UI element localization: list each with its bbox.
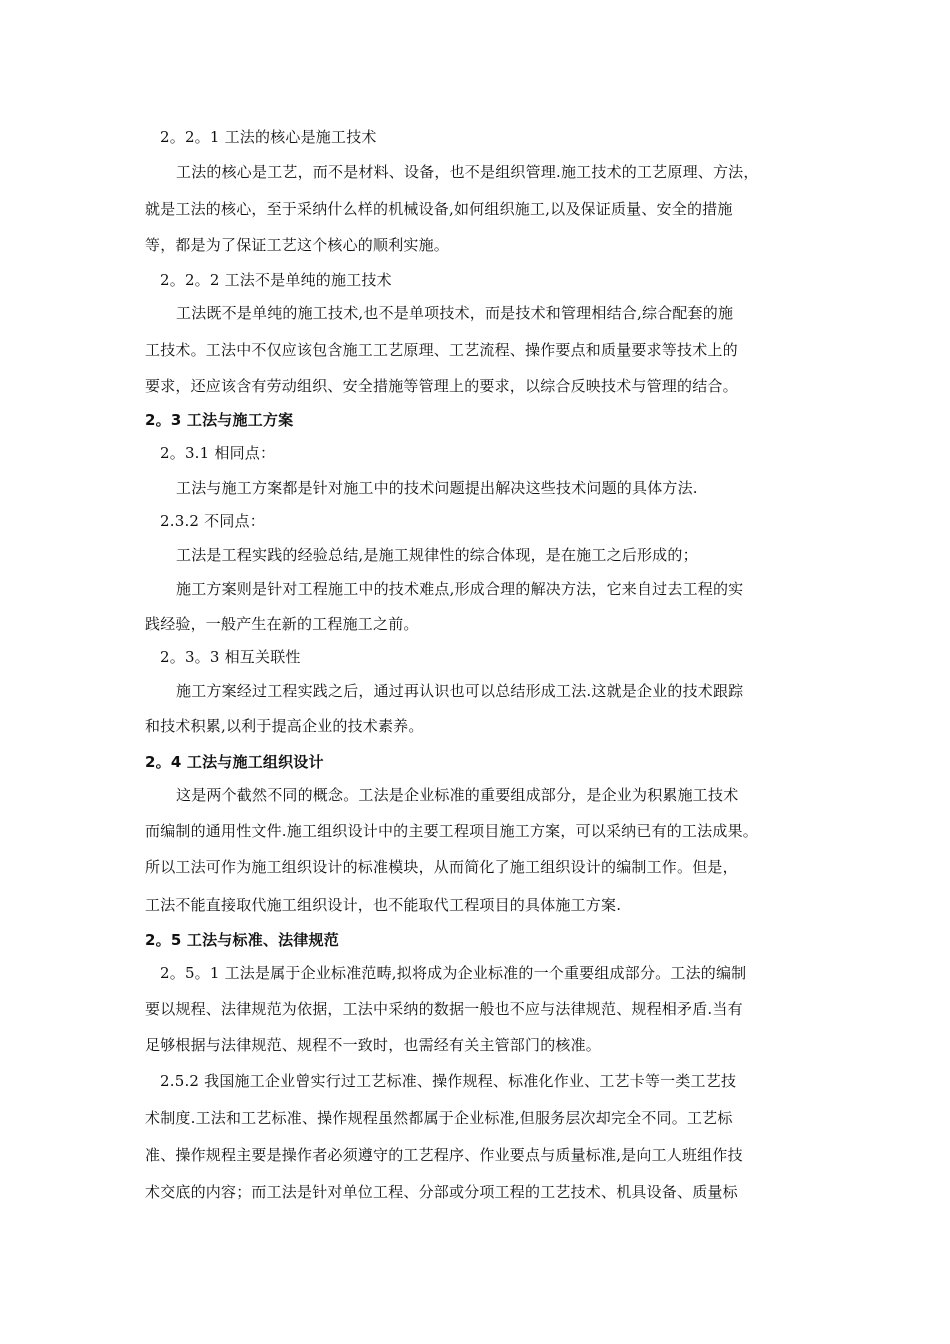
paragraph-line: 术交底的内容；而工法是针对单位工程、分部或分项工程的工艺技术、机具设备、质量标 (145, 1183, 738, 1201)
section-heading-2-4: 2。4 工法与施工组织设计 (145, 753, 324, 771)
paragraph-line: 要以规程、法律规范为依据，工法中采纳的数据一般也不应与法律规范、规程相矛盾.当有 (145, 1000, 743, 1018)
paragraph-line: 工法的核心是工艺，而不是材料、设备，也不是组织管理.施工技术的工艺原理、方法， (176, 163, 759, 181)
paragraph-line: 这是两个截然不同的概念。工法是企业标准的重要组成部分，是企业为积累施工技术 (176, 786, 739, 804)
paragraph-line: 工法与施工方案都是针对施工中的技术问题提出解决这些技术问题的具体方法. (176, 479, 698, 497)
paragraph-line: 术制度.工法和工艺标准、操作规程虽然都属于企业标准,但服务层次却完全不同。工艺标 (145, 1109, 733, 1127)
paragraph-line: 工技术。工法中不仅应该包含施工工艺原理、工艺流程、操作要点和质量要求等技术上的 (145, 341, 738, 359)
paragraph-line: 工法是工程实践的经验总结,是施工规律性的综合体现，是在施工之后形成的； (176, 546, 698, 564)
subheading-2-5-2: 2.5.2 我国施工企业曾实行过工艺标准、操作规程、标准化作业、工艺卡等一类工艺技 (160, 1072, 737, 1090)
subheading-2-3-3: 2。3。3 相互关联性 (160, 648, 301, 666)
subheading-2-3-2: 2.3.2 不同点： (160, 512, 265, 530)
paragraph-line: 所以工法可作为施工组织设计的标准模块，从而简化了施工组织设计的编制工作。但是， (145, 858, 738, 876)
section-heading-2-5: 2。5 工法与标准、法律规范 (145, 931, 339, 949)
paragraph-line: 和技术积累,以利于提高企业的技术素养。 (145, 717, 424, 735)
section-heading-2-3: 2。3 工法与施工方案 (145, 411, 294, 429)
paragraph-line: 而编制的通用性文件.施工组织设计中的主要工程项目施工方案，可以采纳已有的工法成果。 (145, 822, 758, 840)
paragraph-line: 足够根据与法律规范、规程不一致时，也需经有关主管部门的核准。 (145, 1036, 602, 1054)
subheading-2-2-1: 2。2。1 工法的核心是施工技术 (160, 128, 377, 146)
paragraph-line: 践经验，一般产生在新的工程施工之前。 (145, 615, 419, 633)
paragraph-line: 工法不能直接取代施工组织设计，也不能取代工程项目的具体施工方案. (145, 896, 622, 914)
paragraph-line: 就是工法的核心，至于采纳什么样的机械设备,如何组织施工,以及保证质量、安全的措施 (145, 200, 733, 218)
paragraph-line: 等，都是为了保证工艺这个核心的顺利实施。 (145, 236, 450, 254)
subheading-2-2-2: 2。2。2 工法不是单纯的施工技术 (160, 271, 392, 289)
subheading-2-5-1: 2。5。1 工法是属于企业标准范畴,拟将成为企业标准的一个重要组成部分。工法的编制 (160, 964, 747, 982)
paragraph-line: 施工方案经过工程实践之后，通过再认识也可以总结形成工法.这就是企业的技术跟踪 (176, 682, 744, 700)
subheading-2-3-1: 2。3.1 相同点： (160, 444, 276, 462)
paragraph-line: 施工方案则是针对工程施工中的技术难点,形成合理的解决方法，它来自过去工程的实 (176, 580, 744, 598)
paragraph-line: 准、操作规程主要是操作者必须遵守的工艺程序、作业要点与质量标准,是向工人班组作技 (145, 1146, 743, 1164)
paragraph-line: 要求，还应该含有劳动组织、安全措施等管理上的要求，以综合反映技术与管理的结合。 (145, 377, 738, 395)
paragraph-line: 工法既不是单纯的施工技术,也不是单项技术，而是技术和管理相结合,综合配套的施 (176, 304, 734, 322)
